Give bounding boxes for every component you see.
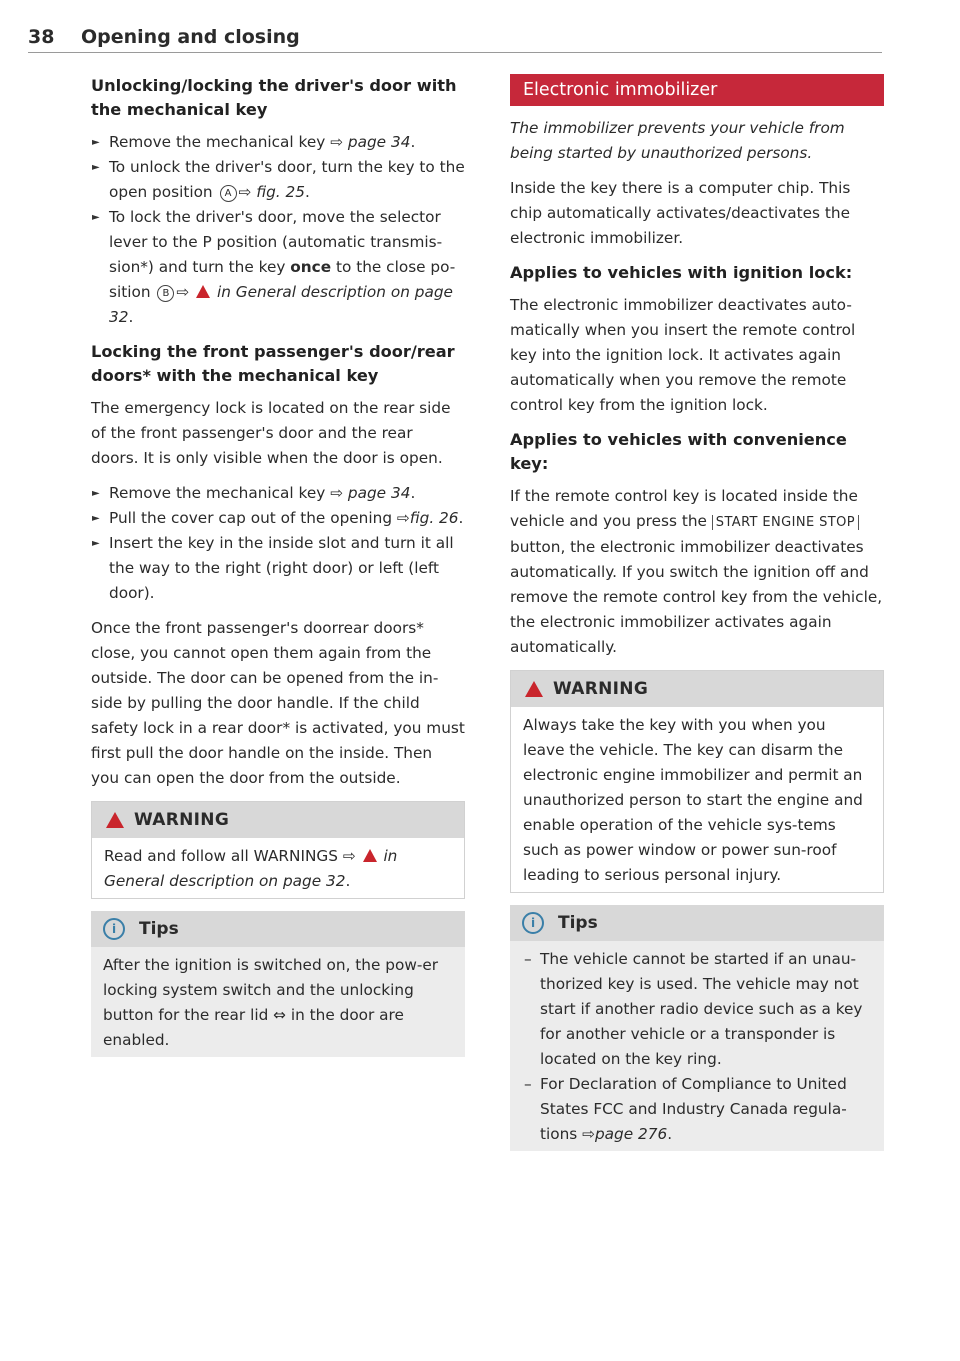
right-column	[510, 74, 884, 1161]
position-a-icon: A	[220, 185, 237, 202]
info-icon: i	[103, 918, 125, 940]
tips-box	[510, 905, 884, 1151]
bullet-icon: ►	[92, 513, 100, 524]
step: ► Remove the mechanical key ⇨ page 34.	[91, 130, 465, 155]
list-item: – For Declaration of Compliance to United States FCC and Industry Canada regula-tions ⇨page 276.	[524, 1075, 847, 1143]
page-reference-link[interactable]: page 34	[347, 484, 411, 502]
section-heading-bar: Electronic immobilizer	[510, 74, 884, 106]
tips-header: i Tips	[91, 911, 465, 947]
page-reference-link[interactable]: in General description on page 32	[104, 847, 398, 890]
bullet-icon: ►	[92, 162, 100, 173]
steps-driver-door	[91, 130, 465, 330]
list-item: – The vehicle cannot be started if an unau-thorized key is used. The vehicle may not start if another radio device such as a key for another vehicle or a transponder is located on the key ring.	[524, 950, 863, 1068]
paragraph: Inside the key there is a computer chip. This chip automatically activates/deactivates the electronic immobilizer.	[510, 179, 851, 247]
warning-header: WARNING	[92, 802, 464, 838]
rear-lid-icon: ⇔	[273, 1006, 286, 1024]
page-reference-link[interactable]: in General description on page 32	[109, 283, 453, 326]
arrow-icon: ⇨	[330, 484, 344, 502]
paragraph: The emergency lock is located on the rear side of the front passenger's door and the rear doors. It is only visible when the door is open.	[91, 399, 451, 467]
tips-body	[510, 941, 884, 1151]
warning-box	[510, 670, 884, 893]
subheading-convenience-key: Applies to vehicles with convenience key:	[510, 430, 847, 473]
bullet-icon: ►	[92, 137, 100, 148]
subheading-driver-door: Unlocking/locking the driver's door with the mechanical key	[91, 76, 457, 119]
subheading-ignition-lock: Applies to vehicles with ignition lock:	[510, 263, 853, 282]
arrow-icon: ⇨	[396, 509, 410, 527]
arrow-icon: ⇨	[342, 847, 356, 865]
step: ► Remove the mechanical key ⇨ page 34.	[91, 481, 465, 506]
step: ► Pull the cover cap out of the opening ⇨fig. 26.	[91, 506, 465, 531]
warning-triangle-icon	[106, 812, 124, 828]
bullet-icon: ►	[92, 538, 100, 549]
tips-body: After the ignition is switched on, the pow-er locking system switch and the unlocking button for the rear lid ⇔ in the door are enabled.	[103, 956, 439, 1049]
section-title: Opening and closing	[81, 26, 300, 48]
paragraph: If the remote control key is located inside the vehicle and you press the START ENGINE STOP button, the electronic immobilizer deactivates automatically. If you switch the ignition off and remove the remote control key from the vehicle, the electronic immobilizer activates again automatically.	[510, 487, 883, 656]
warning-box	[91, 801, 465, 899]
start-engine-stop-key: START ENGINE STOP	[712, 515, 859, 530]
info-icon: i	[522, 912, 544, 934]
arrow-icon: ⇨	[176, 283, 190, 301]
page-reference-link[interactable]: page 34	[347, 133, 411, 151]
warning-body: Read and follow all WARNINGS ⇨ in General description on page 32.	[104, 847, 398, 890]
position-b-icon: B	[157, 285, 174, 302]
intro-text: The immobilizer prevents your vehicle from being started by unauthorized persons.	[510, 119, 845, 162]
paragraph: Once the front passenger's doorrear doors* close, you cannot open them again from the outside. The door can be opened from the in-side by pulling the door handle. If the child safety lock in a rear door* is activated, you must first pull the door handle on the inside. Then you can open the door from the outside.	[91, 619, 465, 787]
page-reference-link[interactable]: page 276	[594, 1125, 668, 1143]
step: ► To lock the driver's door, move the selector lever to the P position (automatic transmis-sion*) and turn the key once to the close po-sition B ⇨ in General description on page 32.	[91, 205, 465, 330]
tips-box	[91, 911, 465, 1057]
step: ► To unlock the driver's door, turn the key to the open position A ⇨ fig. 25.	[91, 155, 465, 205]
page-header	[28, 22, 882, 52]
warning-triangle-icon	[196, 285, 210, 298]
warning-triangle-icon	[525, 681, 543, 697]
page-number: 38	[28, 26, 55, 48]
warning-header: WARNING	[511, 671, 883, 707]
header-divider	[28, 52, 882, 53]
arrow-icon: ⇨	[582, 1125, 595, 1143]
arrow-icon: ⇨	[330, 133, 344, 151]
figure-reference-link[interactable]: fig. 25	[256, 183, 305, 201]
subheading-passenger-doors: Locking the front passenger's door/rear doors* with the mechanical key	[91, 342, 455, 385]
bullet-icon: ►	[92, 488, 100, 499]
steps-passenger-doors	[91, 481, 465, 606]
bullet-icon: ►	[92, 212, 100, 223]
paragraph: The electronic immobilizer deactivates auto-matically when you insert the remote control key into the ignition lock. It activates again automatically when you remove the remote control key from the ignition lock.	[510, 296, 856, 414]
left-column	[91, 74, 465, 1067]
warning-body: Always take the key with you when you leave the vehicle. The key can disarm the electronic engine immobilizer and permit an unauthorized person to start the engine and enable operation of the vehicle sys-tems such as power window or power sun-roof leading to serious personal injury.	[523, 716, 863, 884]
arrow-icon: ⇨	[238, 183, 252, 201]
warning-triangle-icon	[363, 849, 377, 862]
step: ► Insert the key in the inside slot and turn it all the way to the right (right door) or left (left door).	[91, 531, 465, 606]
figure-reference-link[interactable]: fig. 26	[409, 509, 459, 527]
tips-header: i Tips	[510, 905, 884, 941]
tips-list	[522, 947, 872, 1147]
